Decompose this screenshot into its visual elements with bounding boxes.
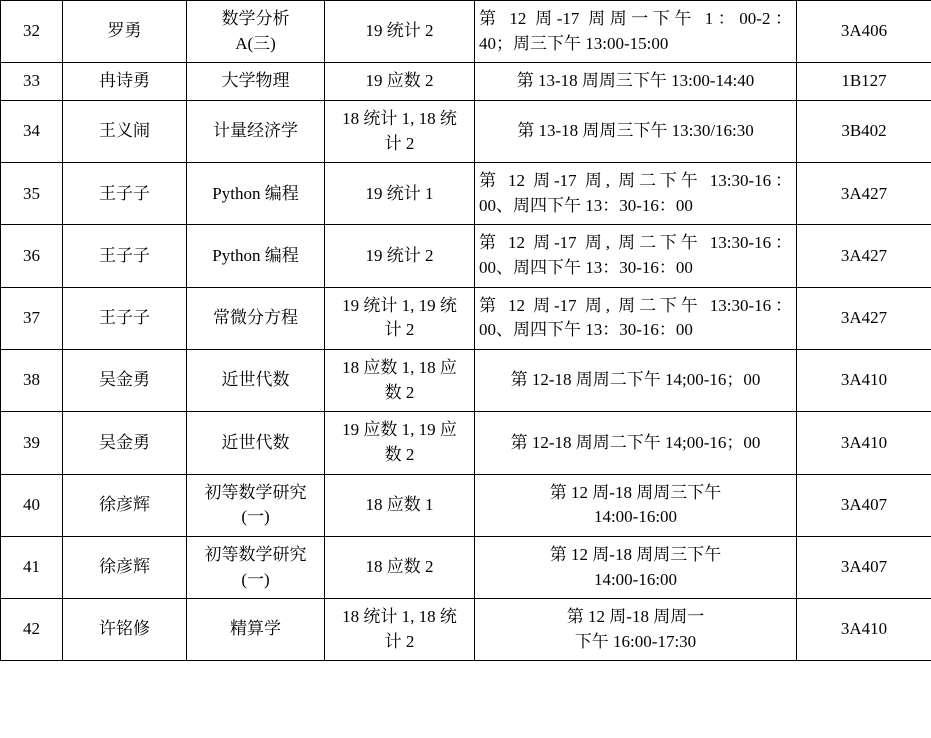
row-index: 41 <box>1 536 63 598</box>
class-name-line: 19 统计 1, 19 统 <box>342 295 457 315</box>
class-name-line: 19 统计 2 <box>365 245 434 265</box>
course-time-line: 第 12 周-17 周, 周二下午 13:30-16： <box>479 233 792 253</box>
class-name <box>325 287 475 349</box>
class-name-line: 19 统计 1 <box>365 183 434 203</box>
course-name <box>187 474 325 536</box>
course-time <box>475 474 797 536</box>
course-time <box>475 1 797 63</box>
course-name <box>187 1 325 63</box>
classroom: 3A410 <box>797 412 931 474</box>
course-name-line: (一) <box>241 507 270 527</box>
row-index: 37 <box>1 287 63 349</box>
table-row <box>1 412 931 474</box>
course-name <box>187 100 325 162</box>
schedule-table-body <box>1 1 931 661</box>
table-row <box>1 163 931 225</box>
course-time <box>475 163 797 225</box>
row-index: 35 <box>1 163 63 225</box>
classroom: 3A427 <box>797 225 931 287</box>
class-name <box>325 225 475 287</box>
table-row <box>1 350 931 412</box>
row-index: 42 <box>1 599 63 661</box>
class-name <box>325 599 475 661</box>
row-index: 40 <box>1 474 63 536</box>
table-row <box>1 599 931 661</box>
course-time <box>475 100 797 162</box>
course-time-line: 第 12 周-18 周周一 <box>566 607 705 627</box>
course-time <box>475 412 797 474</box>
teacher-name: 吴金勇 <box>63 412 187 474</box>
table-row <box>1 63 931 101</box>
course-name-line: 数学分析 <box>221 9 290 28</box>
class-name-line: 计 2 <box>384 631 415 651</box>
classroom: 1B127 <box>797 63 931 101</box>
teacher-name: 罗勇 <box>63 1 187 63</box>
course-time <box>475 536 797 598</box>
course-name-line: A(三) <box>235 33 276 53</box>
course-time-line: 第 12 周-18 周周三下午 <box>549 544 722 564</box>
course-time-line: 00、周四下午 13：30-16：00 <box>479 258 693 278</box>
course-time-line: 第 12 周-17 周, 周二下午 13:30-16： <box>479 295 792 315</box>
teacher-name: 徐彦辉 <box>63 536 187 598</box>
course-time-line: 第 12 周-17 周, 周二下午 13:30-16： <box>479 171 792 191</box>
course-name <box>187 599 325 661</box>
course-name <box>187 163 325 225</box>
course-time-line: 14:00-16:00 <box>593 569 678 589</box>
teacher-name: 冉诗勇 <box>63 63 187 101</box>
class-name-line: 18 应数 1, 18 应 <box>342 358 457 378</box>
course-name <box>187 287 325 349</box>
classroom: 3A410 <box>797 350 931 412</box>
table-row <box>1 1 931 63</box>
class-name-line: 计 2 <box>384 133 415 153</box>
course-name-line: 初等数学研究 <box>204 544 307 564</box>
class-name-line: 18 统计 1, 18 统 <box>342 607 457 627</box>
classroom: 3A406 <box>797 1 931 63</box>
class-name <box>325 474 475 536</box>
course-time-line: 40；周三下午 13:00-15:00 <box>479 33 669 53</box>
course-name <box>187 536 325 598</box>
row-index: 39 <box>1 412 63 474</box>
course-time-line: 14:00-16:00 <box>593 507 678 527</box>
course-name <box>187 350 325 412</box>
class-name <box>325 350 475 412</box>
teacher-name: 许铭修 <box>63 599 187 661</box>
class-name-line: 19 统计 2 <box>365 21 434 41</box>
classroom: 3A410 <box>797 599 931 661</box>
course-name-line: Python 编程 <box>212 245 299 265</box>
course-time-line: 第 13-18 周周三下午 13:30/16:30 <box>517 121 754 141</box>
course-name-line: Python 编程 <box>212 183 299 203</box>
teacher-name: 王子子 <box>63 287 187 349</box>
course-time <box>475 599 797 661</box>
course-name-line: 近世代数 <box>221 370 290 390</box>
course-name <box>187 225 325 287</box>
course-name-line: 精算学 <box>230 619 281 639</box>
course-name-line: 初等数学研究 <box>204 482 307 502</box>
row-index: 38 <box>1 350 63 412</box>
teacher-name: 徐彦辉 <box>63 474 187 536</box>
course-time <box>475 287 797 349</box>
course-name-line: (一) <box>241 569 270 589</box>
row-index: 36 <box>1 225 63 287</box>
class-name-line: 19 应数 1, 19 应 <box>342 420 457 440</box>
course-time-line: 下午 16:00-17:30 <box>574 631 697 651</box>
class-name <box>325 63 475 101</box>
class-name <box>325 100 475 162</box>
course-time <box>475 350 797 412</box>
course-time <box>475 225 797 287</box>
course-name <box>187 412 325 474</box>
class-name-line: 数 2 <box>384 444 415 464</box>
classroom: 3A407 <box>797 536 931 598</box>
table-row <box>1 536 931 598</box>
class-name-line: 19 应数 2 <box>365 71 434 91</box>
course-time-line: 第 12 周-17 周周一下午 1：00-2： <box>479 9 792 28</box>
table-row <box>1 287 931 349</box>
classroom: 3A427 <box>797 163 931 225</box>
course-name-line: 近世代数 <box>221 432 290 452</box>
class-name-line: 18 统计 1, 18 统 <box>342 108 457 128</box>
course-time <box>475 63 797 101</box>
teacher-name: 王义闹 <box>63 100 187 162</box>
row-index: 33 <box>1 63 63 101</box>
row-index: 32 <box>1 1 63 63</box>
row-index: 34 <box>1 100 63 162</box>
classroom: 3A407 <box>797 474 931 536</box>
course-time-line: 第 13-18 周周三下午 13:00-14:40 <box>516 71 755 91</box>
teacher-name: 吴金勇 <box>63 350 187 412</box>
course-time-line: 00、周四下午 13：30-16：00 <box>479 195 693 215</box>
classroom: 3B402 <box>797 100 931 162</box>
table-row <box>1 100 931 162</box>
course-name-line: 大学物理 <box>221 71 290 91</box>
course-name <box>187 63 325 101</box>
course-name-line: 常微分方程 <box>213 308 298 328</box>
table-row <box>1 225 931 287</box>
course-time-line: 第 12 周-18 周周三下午 <box>549 482 722 502</box>
class-name <box>325 1 475 63</box>
class-name-line: 数 2 <box>384 382 415 402</box>
course-time-line: 第 12-18 周周二下午 14;00-16；00 <box>510 432 761 452</box>
class-name-line: 计 2 <box>384 320 415 340</box>
class-name <box>325 163 475 225</box>
teacher-name: 王子子 <box>63 225 187 287</box>
teacher-name: 王子子 <box>63 163 187 225</box>
course-time-line: 00、周四下午 13：30-16：00 <box>479 320 693 340</box>
course-time-line: 第 12-18 周周二下午 14;00-16；00 <box>510 370 761 390</box>
class-name <box>325 536 475 598</box>
class-name <box>325 412 475 474</box>
table-row <box>1 474 931 536</box>
classroom: 3A427 <box>797 287 931 349</box>
course-name-line: 计量经济学 <box>213 121 298 141</box>
class-name-line: 18 应数 1 <box>365 494 434 514</box>
class-name-line: 18 应数 2 <box>365 557 434 577</box>
